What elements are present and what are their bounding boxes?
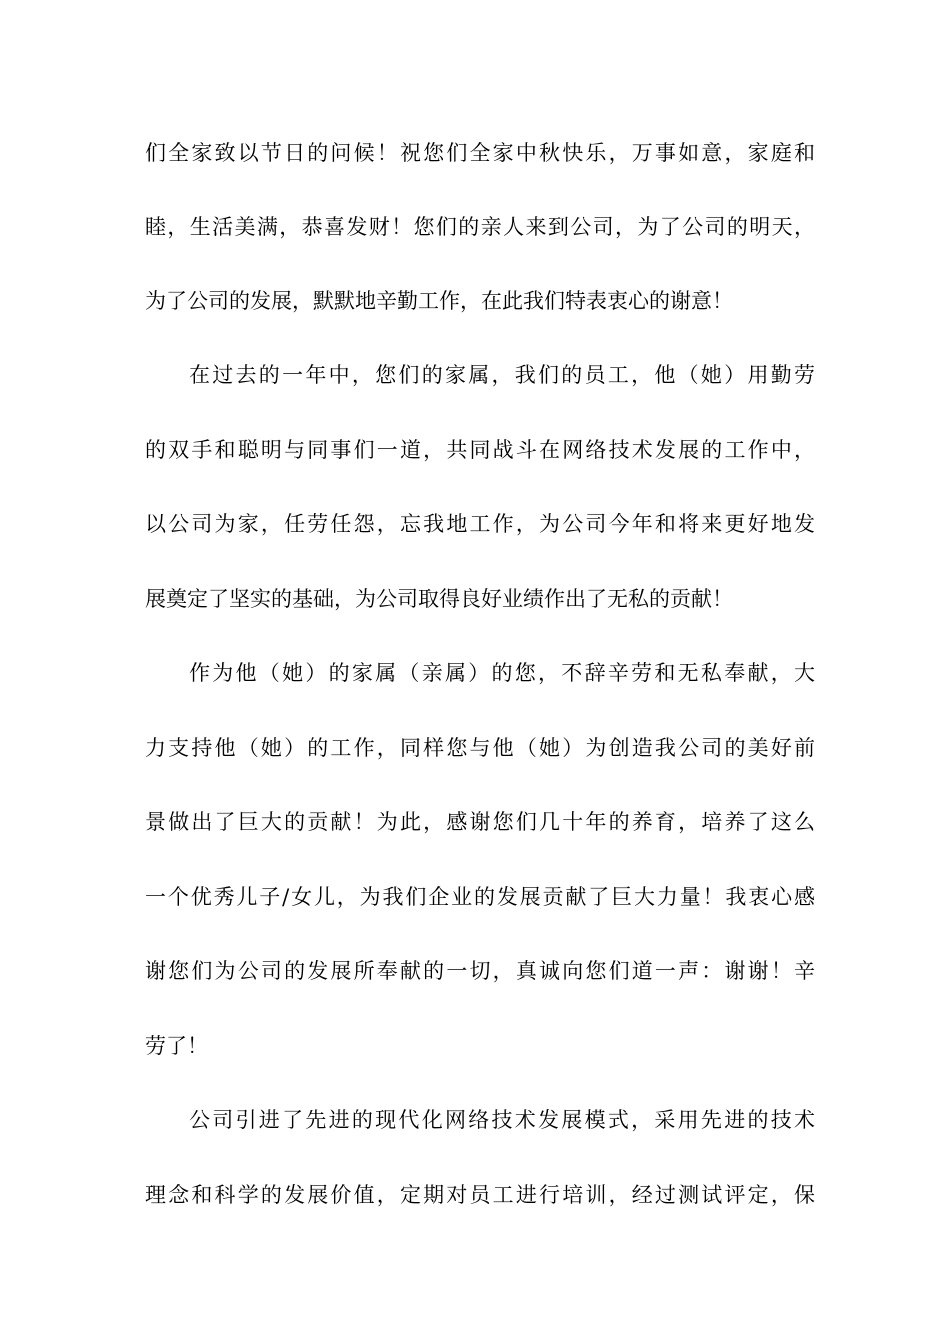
text-line: 力支持他（她）的工作，同样您与他（她）为创造我公司的美好前	[145, 736, 815, 760]
text-line: 睦，生活美满，恭喜发财！您们的亲人来到公司，为了公司的明天，	[145, 215, 815, 239]
text-line: 一个优秀儿子/女儿，为我们企业的发展贡献了巨大力量！我衷心感	[145, 885, 815, 909]
text-line: 理念和科学的发展价值，定期对员工进行培训，经过测试评定，保	[145, 1183, 815, 1207]
text-line: 以公司为家，任劳任怨，忘我地工作，为公司今年和将来更好地发	[145, 512, 815, 536]
text-line: 为了公司的发展，默默地辛勤工作，在此我们特表衷心的谢意！	[145, 289, 733, 313]
text-line: 的双手和聪明与同事们一道，共同战斗在网络技术发展的工作中，	[145, 438, 815, 462]
paragraph-first-line: 公司引进了先进的现代化网络技术发展模式，采用先进的技术	[189, 1108, 815, 1132]
paragraph-first-line: 在过去的一年中，您们的家属，我们的员工，他（她）用勤劳	[189, 363, 815, 387]
text-line: 谢您们为公司的发展所奉献的一切，真诚向您们道一声：谢谢！辛	[145, 959, 815, 983]
text-line: 劳了！	[145, 1034, 208, 1058]
text-line: 景做出了巨大的贡献！为此，感谢您们几十年的养育，培养了这么	[145, 810, 815, 834]
paragraph-first-line: 作为他（她）的家属（亲属）的您，不辞辛劳和无私奉献，大	[189, 661, 815, 685]
text-line: 展奠定了坚实的基础，为公司取得良好业绩作出了无私的贡献！	[145, 587, 733, 611]
text-line: 们全家致以节日的问候！祝您们全家中秋快乐，万事如意，家庭和	[145, 141, 815, 165]
